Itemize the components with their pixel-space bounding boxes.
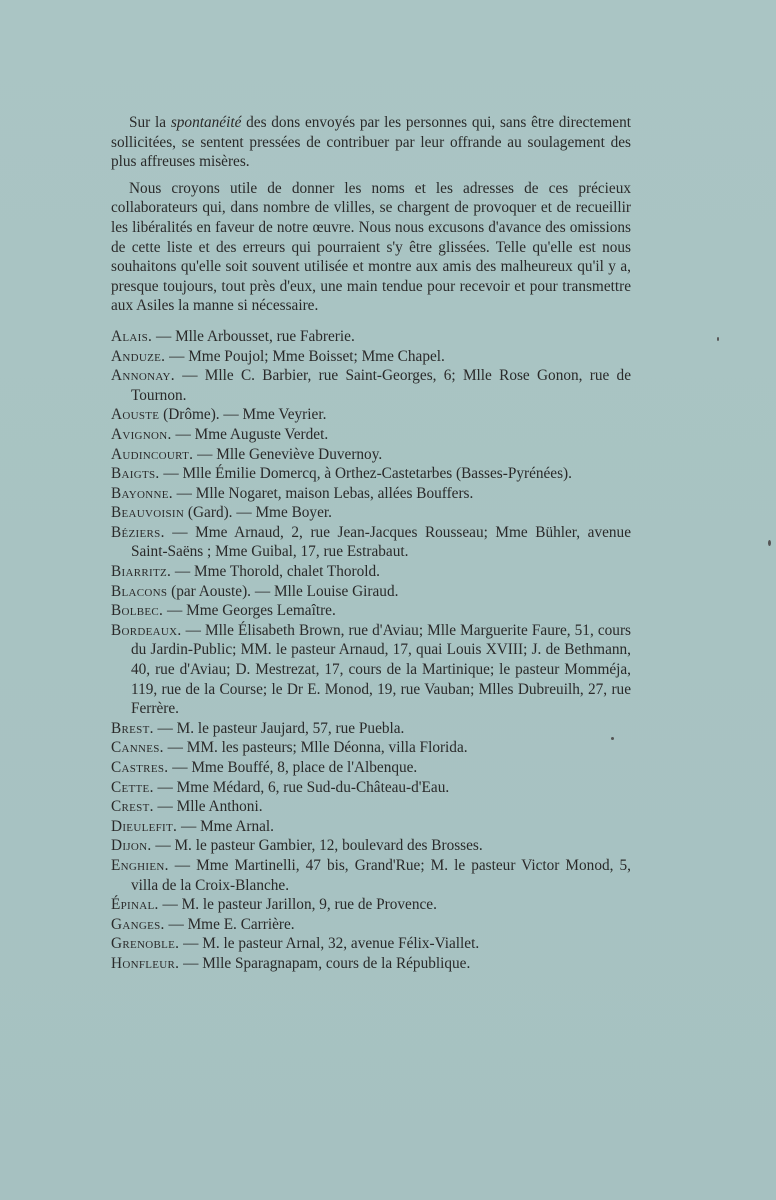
ink-speck	[717, 337, 719, 341]
entry-details: — Mme Martinelli, 47 bis, Grand'Rue; M. le pasteur Victor Monod, 5, villa de la Croix-Blanche.	[131, 856, 631, 894]
entry-place: Honfleur.	[111, 954, 180, 972]
entry-details: — Mlle Émilie Domercq, à Orthez-Castetarbes (Basses-Pyrénées).	[159, 465, 572, 483]
list-entry	[111, 758, 631, 778]
entry-details: — Mme Arnal.	[177, 817, 275, 835]
entry-details: — Mlle Arbousset, rue Fabrerie.	[152, 327, 355, 345]
ink-speck	[768, 540, 771, 546]
entry-place: Bayonne.	[111, 484, 173, 502]
entry-details: — Mlle Élisabeth Brown, rue d'Aviau; Mlle Marguerite Faure, 51, cours du Jardin-Public; MM. le pasteur Arnaud, 17, quai Louis XVIII; J. de Bethmann, 40, rue d'Aviau; D. Mestrezat, 17, cours de la Martinique; le pasteur Momméja, 119, rue de la Course; le Dr E. Monod, 19, rue Vauban; Mlles Dubreuilh, 27, rue Ferrère.	[131, 621, 631, 718]
list-entry	[111, 954, 631, 974]
entry-place: Castres.	[111, 759, 169, 776]
intro-text	[111, 113, 631, 316]
entry-place: Alais.	[111, 327, 153, 345]
entry-place: Cannes.	[111, 739, 164, 757]
entry-details: — Mme Médard, 6, rue Sud-du-Château-d'Eau.	[153, 778, 450, 796]
entry-place: Audincourt.	[111, 445, 194, 463]
list-entry	[111, 817, 631, 837]
list-entry	[111, 915, 631, 935]
entry-place: Beauvoisin	[111, 504, 185, 522]
list-entry	[111, 719, 631, 739]
entry-place: Biarritz.	[111, 563, 172, 581]
list-entry	[111, 856, 631, 895]
correspondents-list	[111, 327, 631, 974]
entry-details: — Mme Georges Lemaître.	[163, 602, 336, 620]
entry-details: (Gard). — Mme Boyer.	[184, 504, 332, 522]
list-entry	[111, 836, 631, 856]
list-entry	[111, 621, 631, 719]
list-entry	[111, 464, 631, 484]
list-entry	[111, 503, 631, 523]
list-entry	[111, 778, 631, 798]
list-entry	[111, 327, 631, 347]
entry-details: — MM. les pasteurs; Mlle Déonna, villa Florida.	[163, 739, 468, 757]
list-entry	[111, 562, 631, 582]
intro-paragraph-1: Sur la spontanéité des dons envoyés par les personnes qui, sans être directement sollicitées, se sentent pressées de contribuer par leur offrande au soulagement des plus affreuses misères.	[111, 114, 631, 171]
entry-details: — Mme Auguste Verdet.	[171, 425, 329, 443]
entry-details: — Mme Arnaud, 2, rue Jean-Jacques Rousseau; Mme Bühler, avenue Saint-Saëns ; Mme Guibal, 17, rue Estrabaut.	[131, 523, 631, 561]
entry-details: — Mlle Nogaret, maison Lebas, allées Bouffers.	[172, 484, 474, 502]
entry-details: — M. le pasteur Jaujard, 57, rue Puebla.	[153, 719, 405, 737]
entry-place: Ganges.	[111, 915, 165, 933]
list-entry	[111, 738, 631, 758]
entry-details: (Drôme). — Mme Veyrier.	[159, 406, 327, 424]
entry-details: — Mme Poujol; Mme Boisset; Mme Chapel.	[165, 347, 445, 365]
entry-place: Brest.	[111, 719, 154, 737]
entry-details: — Mme Thorold, chalet Thorold.	[171, 563, 380, 581]
entry-details: — M. le pasteur Arnal, 32, avenue Félix-Viallet.	[179, 935, 480, 953]
entry-place: Béziers.	[111, 523, 165, 541]
list-entry	[111, 366, 631, 405]
page-content	[111, 113, 631, 974]
entry-place: Grenoble.	[111, 935, 180, 953]
entry-place: Avignon.	[111, 425, 172, 443]
list-entry	[111, 601, 631, 621]
list-entry	[111, 934, 631, 954]
entry-details: — Mlle Sparagnapam, cours de la République.	[179, 954, 471, 972]
list-entry	[111, 445, 631, 465]
entry-details: — M. le pasteur Jarillon, 9, rue de Provence.	[158, 896, 437, 914]
entry-place: Crest.	[111, 798, 154, 816]
list-entry	[111, 523, 631, 562]
entry-place: Baigts.	[111, 465, 160, 483]
entry-place: Bolbec.	[111, 602, 164, 620]
entry-details: (par Aouste). — Mlle Louise Giraud.	[167, 582, 399, 600]
ink-speck	[611, 737, 614, 740]
entry-place: Anduze.	[111, 347, 166, 365]
entry-place: Bordeaux.	[111, 621, 182, 639]
entry-details: — Mlle Geneviève Duvernoy.	[193, 445, 383, 463]
list-entry	[111, 425, 631, 445]
entry-place: Enghien.	[111, 856, 169, 874]
entry-place: Annonay.	[111, 367, 175, 385]
entry-place: Dieulefit.	[111, 817, 178, 835]
entry-details: — Mlle C. Barbier, rue Saint-Georges, 6; Mlle Rose Gonon, rue de Tournon.	[131, 367, 631, 404]
intro-paragraph-2: Nous croyons utile de donner les noms et les adresses de ces précieux collaborateurs qui, dans nombre de vlilles, se chargent de provoquer et de recueillir les libéralités en faveur de notre œuvre. Nous nous excusons d'avance des omissions de cette liste et des erreurs qui pourraient s'y être glissées. Telle qu'elle est nous souhaitons qu'elle soit souvent utilisée et montre aux amis des malheureux qu'il y a, presque toujours, tout près d'eux, une main tendue pour recevoir et pour transmettre aux Asiles la manne si nécessaire.	[111, 179, 631, 315]
emphasis-word: spontanéité	[170, 114, 242, 131]
entry-details: — Mme E. Carrière.	[164, 915, 295, 933]
list-entry	[111, 582, 631, 602]
list-entry	[111, 797, 631, 817]
entry-place: Cette.	[111, 778, 154, 796]
list-entry	[111, 484, 631, 504]
entry-details: — M. le pasteur Gambier, 12, boulevard des Brosses.	[151, 837, 483, 855]
entry-place: Épinal.	[111, 896, 159, 914]
list-entry	[111, 347, 631, 367]
entry-place: Blacons	[111, 582, 168, 600]
entry-place: Aouste	[111, 406, 160, 424]
entry-place: Dijon.	[111, 837, 152, 855]
list-entry	[111, 405, 631, 425]
entry-details: — Mme Bouffé, 8, place de l'Albenque.	[168, 759, 418, 776]
entry-details: — Mlle Anthoni.	[153, 798, 263, 816]
list-entry	[111, 895, 631, 915]
